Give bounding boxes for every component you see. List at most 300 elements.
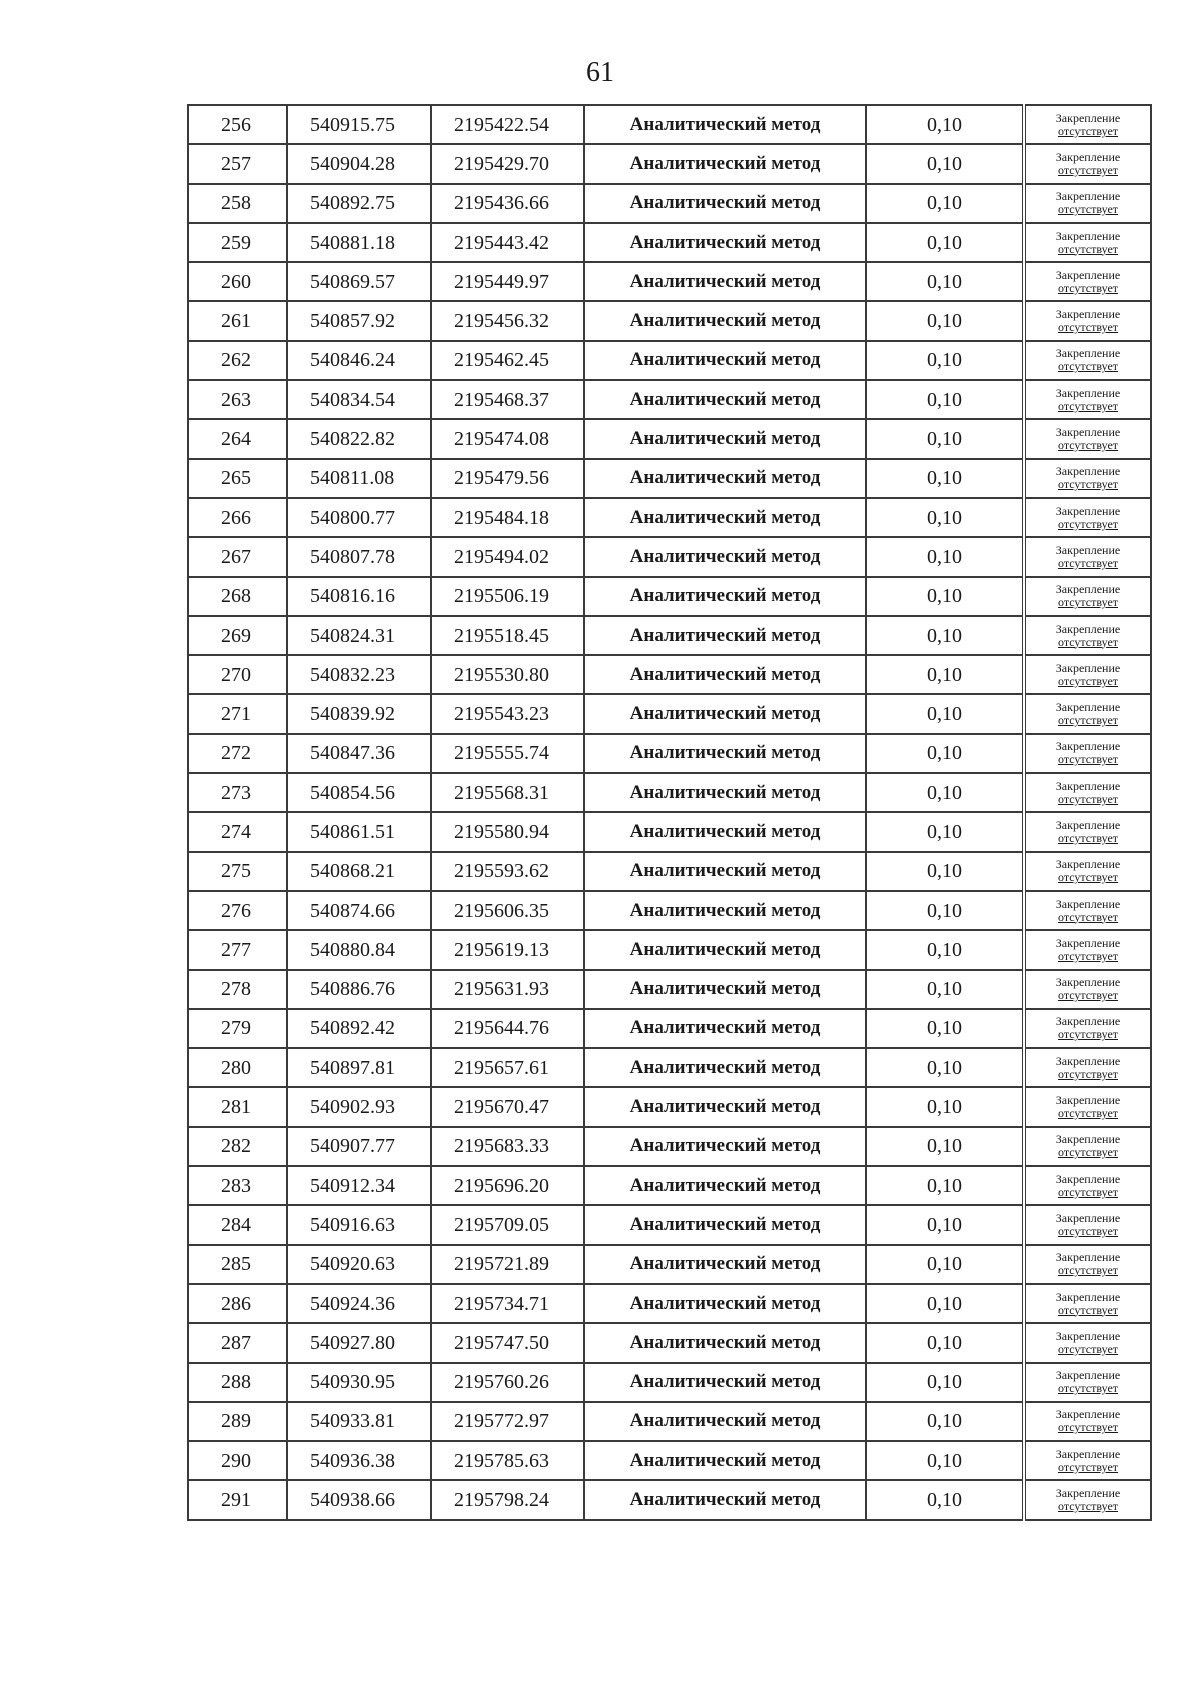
x-coordinate-cell: 540861.51 <box>287 812 431 851</box>
method-cell: Аналитический метод <box>584 616 866 655</box>
y-coordinate-cell: 2195449.97 <box>431 262 584 301</box>
method-cell: Аналитический метод <box>584 341 866 380</box>
method-cell: Аналитический метод <box>584 537 866 576</box>
x-coordinate-cell: 540933.81 <box>287 1402 431 1441</box>
fixation-cell <box>1024 694 1151 733</box>
fixation-line-2: отсутствует <box>1057 1302 1119 1317</box>
y-coordinate-cell: 2195619.13 <box>431 930 584 969</box>
accuracy-cell: 0,10 <box>866 459 1024 498</box>
method-cell: Аналитический метод <box>584 773 866 812</box>
fixation-line-2: отсутствует <box>1057 477 1119 492</box>
method-cell: Аналитический метод <box>584 419 866 458</box>
accuracy-cell: 0,10 <box>866 184 1024 223</box>
point-number-cell: 283 <box>188 1166 287 1205</box>
fixation-line-2: отсутствует <box>1057 909 1119 924</box>
point-number-cell: 290 <box>188 1441 287 1480</box>
fixation-line-1: Закрепление <box>1055 149 1121 164</box>
y-coordinate-cell: 2195747.50 <box>431 1323 584 1362</box>
accuracy-cell: 0,10 <box>866 734 1024 773</box>
fixation-line-1: Закрепление <box>1055 1289 1121 1304</box>
table-row <box>188 105 1151 144</box>
fixation-line-2: отсутствует <box>1057 1027 1119 1042</box>
point-number-cell: 273 <box>188 773 287 812</box>
accuracy-cell: 0,10 <box>866 930 1024 969</box>
method-cell: Аналитический метод <box>584 812 866 851</box>
table-row <box>188 144 1151 183</box>
y-coordinate-cell: 2195683.33 <box>431 1127 584 1166</box>
fixation-line-2: отсутствует <box>1057 1499 1119 1514</box>
y-coordinate-cell: 2195555.74 <box>431 734 584 773</box>
accuracy-cell: 0,10 <box>866 380 1024 419</box>
fixation-line-2: отсутствует <box>1057 555 1119 570</box>
fixation-cell <box>1024 1087 1151 1126</box>
y-coordinate-cell: 2195709.05 <box>431 1205 584 1244</box>
y-coordinate-cell: 2195494.02 <box>431 537 584 576</box>
table-row <box>188 891 1151 930</box>
accuracy-cell: 0,10 <box>866 1166 1024 1205</box>
fixation-cell <box>1024 1402 1151 1441</box>
fixation-cell <box>1024 459 1151 498</box>
y-coordinate-cell: 2195456.32 <box>431 301 584 340</box>
y-coordinate-cell: 2195760.26 <box>431 1363 584 1402</box>
fixation-line-2: отсутствует <box>1057 1381 1119 1396</box>
point-number-cell: 269 <box>188 616 287 655</box>
accuracy-cell: 0,10 <box>866 105 1024 144</box>
x-coordinate-cell: 540834.54 <box>287 380 431 419</box>
accuracy-cell: 0,10 <box>866 1402 1024 1441</box>
fixation-line-1: Закрепление <box>1055 1210 1121 1225</box>
x-coordinate-cell: 540892.42 <box>287 1009 431 1048</box>
fixation-line-1: Закрепление <box>1055 464 1121 479</box>
y-coordinate-cell: 2195429.70 <box>431 144 584 183</box>
fixation-cell <box>1024 852 1151 891</box>
table-row <box>188 1009 1151 1048</box>
fixation-cell <box>1024 655 1151 694</box>
x-coordinate-cell: 540874.66 <box>287 891 431 930</box>
method-cell: Аналитический метод <box>584 1166 866 1205</box>
method-cell: Аналитический метод <box>584 1048 866 1087</box>
x-coordinate-cell: 540846.24 <box>287 341 431 380</box>
fixation-line-2: отсутствует <box>1057 1459 1119 1474</box>
y-coordinate-cell: 2195568.31 <box>431 773 584 812</box>
fixation-line-2: отсутствует <box>1057 359 1119 374</box>
accuracy-cell: 0,10 <box>866 144 1024 183</box>
y-coordinate-cell: 2195543.23 <box>431 694 584 733</box>
method-cell: Аналитический метод <box>584 1480 866 1519</box>
fixation-cell <box>1024 773 1151 812</box>
x-coordinate-cell: 540907.77 <box>287 1127 431 1166</box>
fixation-line-1: Закрепление <box>1055 1328 1121 1343</box>
y-coordinate-cell: 2195657.61 <box>431 1048 584 1087</box>
y-coordinate-cell: 2195506.19 <box>431 577 584 616</box>
fixation-cell <box>1024 184 1151 223</box>
fixation-line-2: отсутствует <box>1057 1106 1119 1121</box>
table-row <box>188 1127 1151 1166</box>
y-coordinate-cell: 2195479.56 <box>431 459 584 498</box>
x-coordinate-cell: 540824.31 <box>287 616 431 655</box>
point-number-cell: 263 <box>188 380 287 419</box>
fixation-cell <box>1024 1323 1151 1362</box>
point-number-cell: 277 <box>188 930 287 969</box>
table-row <box>188 1245 1151 1284</box>
x-coordinate-cell: 540881.18 <box>287 223 431 262</box>
x-coordinate-cell: 540868.21 <box>287 852 431 891</box>
fixation-line-1: Закрепление <box>1055 425 1121 440</box>
y-coordinate-cell: 2195785.63 <box>431 1441 584 1480</box>
fixation-cell <box>1024 419 1151 458</box>
fixation-line-1: Закрепление <box>1055 817 1121 832</box>
table-row <box>188 577 1151 616</box>
fixation-line-2: отсутствует <box>1057 162 1119 177</box>
y-coordinate-cell: 2195772.97 <box>431 1402 584 1441</box>
table-row <box>188 1205 1151 1244</box>
x-coordinate-cell: 540839.92 <box>287 694 431 733</box>
point-number-cell: 261 <box>188 301 287 340</box>
accuracy-cell: 0,10 <box>866 301 1024 340</box>
table-row <box>188 1323 1151 1362</box>
accuracy-cell: 0,10 <box>866 537 1024 576</box>
point-number-cell: 282 <box>188 1127 287 1166</box>
x-coordinate-cell: 540847.36 <box>287 734 431 773</box>
fixation-cell <box>1024 812 1151 851</box>
accuracy-cell: 0,10 <box>866 1284 1024 1323</box>
fixation-line-2: отсутствует <box>1057 123 1119 138</box>
table-row <box>188 380 1151 419</box>
fixation-cell <box>1024 1127 1151 1166</box>
method-cell: Аналитический метод <box>584 144 866 183</box>
y-coordinate-cell: 2195474.08 <box>431 419 584 458</box>
point-number-cell: 272 <box>188 734 287 773</box>
table-row <box>188 262 1151 301</box>
method-cell: Аналитический метод <box>584 380 866 419</box>
y-coordinate-cell: 2195696.20 <box>431 1166 584 1205</box>
method-cell: Аналитический метод <box>584 970 866 1009</box>
coordinates-table <box>187 104 1152 1521</box>
x-coordinate-cell: 540857.92 <box>287 301 431 340</box>
accuracy-cell: 0,10 <box>866 1323 1024 1362</box>
fixation-line-2: отсутствует <box>1057 1341 1119 1356</box>
fixation-line-2: отсутствует <box>1057 595 1119 610</box>
point-number-cell: 285 <box>188 1245 287 1284</box>
fixation-cell <box>1024 930 1151 969</box>
accuracy-cell: 0,10 <box>866 1441 1024 1480</box>
table-row <box>188 223 1151 262</box>
point-number-cell: 264 <box>188 419 287 458</box>
fixation-cell <box>1024 1284 1151 1323</box>
table-row <box>188 812 1151 851</box>
point-number-cell: 291 <box>188 1480 287 1519</box>
accuracy-cell: 0,10 <box>866 498 1024 537</box>
table-row <box>188 419 1151 458</box>
fixation-cell <box>1024 1009 1151 1048</box>
fixation-line-2: отсутствует <box>1057 1420 1119 1435</box>
method-cell: Аналитический метод <box>584 262 866 301</box>
point-number-cell: 265 <box>188 459 287 498</box>
fixation-cell <box>1024 262 1151 301</box>
table-row <box>188 1087 1151 1126</box>
x-coordinate-cell: 540816.16 <box>287 577 431 616</box>
x-coordinate-cell: 540902.93 <box>287 1087 431 1126</box>
fixation-cell <box>1024 577 1151 616</box>
x-coordinate-cell: 540807.78 <box>287 537 431 576</box>
table-row <box>188 459 1151 498</box>
y-coordinate-cell: 2195721.89 <box>431 1245 584 1284</box>
fixation-cell <box>1024 1480 1151 1519</box>
fixation-line-2: отсутствует <box>1057 791 1119 806</box>
fixation-line-1: Закрепление <box>1055 700 1121 715</box>
fixation-line-1: Закрепление <box>1055 1486 1121 1501</box>
fixation-line-2: отсутствует <box>1057 398 1119 413</box>
table-row <box>188 694 1151 733</box>
fixation-line-1: Закрепление <box>1055 385 1121 400</box>
fixation-line-1: Закрепление <box>1055 896 1121 911</box>
point-number-cell: 287 <box>188 1323 287 1362</box>
fixation-cell <box>1024 970 1151 1009</box>
fixation-cell <box>1024 498 1151 537</box>
x-coordinate-cell: 540897.81 <box>287 1048 431 1087</box>
table-row <box>188 1480 1151 1519</box>
fixation-cell <box>1024 734 1151 773</box>
table-row <box>188 773 1151 812</box>
fixation-line-1: Закрепление <box>1055 542 1121 557</box>
fixation-cell <box>1024 1166 1151 1205</box>
fixation-line-2: отсутствует <box>1057 988 1119 1003</box>
x-coordinate-cell: 540938.66 <box>287 1480 431 1519</box>
accuracy-cell: 0,10 <box>866 1205 1024 1244</box>
accuracy-cell: 0,10 <box>866 223 1024 262</box>
accuracy-cell: 0,10 <box>866 1009 1024 1048</box>
method-cell: Аналитический метод <box>584 577 866 616</box>
fixation-line-2: отсутствует <box>1057 438 1119 453</box>
fixation-line-1: Закрепление <box>1055 1407 1121 1422</box>
fixation-line-2: отсутствует <box>1057 320 1119 335</box>
fixation-cell <box>1024 144 1151 183</box>
x-coordinate-cell: 540811.08 <box>287 459 431 498</box>
y-coordinate-cell: 2195484.18 <box>431 498 584 537</box>
method-cell: Аналитический метод <box>584 1441 866 1480</box>
fixation-line-2: отсутствует <box>1057 713 1119 728</box>
fixation-line-2: отсутствует <box>1057 870 1119 885</box>
table-row <box>188 852 1151 891</box>
fixation-line-1: Закрепление <box>1055 110 1121 125</box>
point-number-cell: 270 <box>188 655 287 694</box>
accuracy-cell: 0,10 <box>866 891 1024 930</box>
point-number-cell: 266 <box>188 498 287 537</box>
y-coordinate-cell: 2195606.35 <box>431 891 584 930</box>
fixation-cell <box>1024 341 1151 380</box>
point-number-cell: 281 <box>188 1087 287 1126</box>
point-number-cell: 257 <box>188 144 287 183</box>
fixation-cell <box>1024 537 1151 576</box>
point-number-cell: 275 <box>188 852 287 891</box>
x-coordinate-cell: 540822.82 <box>287 419 431 458</box>
fixation-cell <box>1024 616 1151 655</box>
point-number-cell: 274 <box>188 812 287 851</box>
fixation-line-1: Закрепление <box>1055 739 1121 754</box>
table-row <box>188 1284 1151 1323</box>
method-cell: Аналитический метод <box>584 1205 866 1244</box>
point-number-cell: 256 <box>188 105 287 144</box>
fixation-line-1: Закрепление <box>1055 1093 1121 1108</box>
method-cell: Аналитический метод <box>584 852 866 891</box>
method-cell: Аналитический метод <box>584 694 866 733</box>
x-coordinate-cell: 540886.76 <box>287 970 431 1009</box>
table-row <box>188 184 1151 223</box>
method-cell: Аналитический метод <box>584 498 866 537</box>
fixation-line-2: отсутствует <box>1057 634 1119 649</box>
accuracy-cell: 0,10 <box>866 577 1024 616</box>
accuracy-cell: 0,10 <box>866 1048 1024 1087</box>
fixation-cell <box>1024 1441 1151 1480</box>
x-coordinate-cell: 540927.80 <box>287 1323 431 1362</box>
table-row <box>188 734 1151 773</box>
fixation-line-2: отсутствует <box>1057 948 1119 963</box>
method-cell: Аналитический метод <box>584 1323 866 1362</box>
accuracy-cell: 0,10 <box>866 655 1024 694</box>
fixation-line-1: Закрепление <box>1055 1053 1121 1068</box>
point-number-cell: 262 <box>188 341 287 380</box>
x-coordinate-cell: 540869.57 <box>287 262 431 301</box>
method-cell: Аналитический метод <box>584 930 866 969</box>
x-coordinate-cell: 540904.28 <box>287 144 431 183</box>
fixation-line-2: отсутствует <box>1057 1263 1119 1278</box>
fixation-line-1: Закрепление <box>1055 1171 1121 1186</box>
fixation-cell <box>1024 223 1151 262</box>
y-coordinate-cell: 2195644.76 <box>431 1009 584 1048</box>
fixation-line-1: Закрепление <box>1055 228 1121 243</box>
method-cell: Аналитический метод <box>584 223 866 262</box>
fixation-line-1: Закрепление <box>1055 857 1121 872</box>
table-row <box>188 930 1151 969</box>
table-row <box>188 1402 1151 1441</box>
page-number: 61 <box>586 57 614 88</box>
fixation-cell <box>1024 1245 1151 1284</box>
fixation-line-1: Закрепление <box>1055 1368 1121 1383</box>
fixation-line-1: Закрепление <box>1055 1014 1121 1029</box>
method-cell: Аналитический метод <box>584 1363 866 1402</box>
point-number-cell: 258 <box>188 184 287 223</box>
table-row <box>188 341 1151 380</box>
x-coordinate-cell: 540924.36 <box>287 1284 431 1323</box>
x-coordinate-cell: 540880.84 <box>287 930 431 969</box>
fixation-line-1: Закрепление <box>1055 1250 1121 1265</box>
method-cell: Аналитический метод <box>584 1087 866 1126</box>
table-body <box>188 105 1151 1520</box>
fixation-cell <box>1024 105 1151 144</box>
table-row <box>188 1166 1151 1205</box>
method-cell: Аналитический метод <box>584 1284 866 1323</box>
accuracy-cell: 0,10 <box>866 1480 1024 1519</box>
method-cell: Аналитический метод <box>584 184 866 223</box>
fixation-line-2: отсутствует <box>1057 1145 1119 1160</box>
accuracy-cell: 0,10 <box>866 1087 1024 1126</box>
fixation-line-1: Закрепление <box>1055 267 1121 282</box>
y-coordinate-cell: 2195468.37 <box>431 380 584 419</box>
fixation-cell <box>1024 1205 1151 1244</box>
accuracy-cell: 0,10 <box>866 616 1024 655</box>
fixation-line-1: Закрепление <box>1055 621 1121 636</box>
accuracy-cell: 0,10 <box>866 1127 1024 1166</box>
method-cell: Аналитический метод <box>584 1402 866 1441</box>
y-coordinate-cell: 2195462.45 <box>431 341 584 380</box>
accuracy-cell: 0,10 <box>866 812 1024 851</box>
point-number-cell: 280 <box>188 1048 287 1087</box>
fixation-line-2: отсутствует <box>1057 516 1119 531</box>
x-coordinate-cell: 540920.63 <box>287 1245 431 1284</box>
fixation-line-2: отсутствует <box>1057 1066 1119 1081</box>
x-coordinate-cell: 540936.38 <box>287 1441 431 1480</box>
method-cell: Аналитический метод <box>584 734 866 773</box>
point-number-cell: 271 <box>188 694 287 733</box>
y-coordinate-cell: 2195580.94 <box>431 812 584 851</box>
method-cell: Аналитический метод <box>584 1009 866 1048</box>
table-row <box>188 1048 1151 1087</box>
point-number-cell: 268 <box>188 577 287 616</box>
method-cell: Аналитический метод <box>584 459 866 498</box>
fixation-line-1: Закрепление <box>1055 935 1121 950</box>
fixation-line-1: Закрепление <box>1055 307 1121 322</box>
point-number-cell: 286 <box>188 1284 287 1323</box>
x-coordinate-cell: 540854.56 <box>287 773 431 812</box>
point-number-cell: 279 <box>188 1009 287 1048</box>
table-row <box>188 970 1151 1009</box>
method-cell: Аналитический метод <box>584 105 866 144</box>
x-coordinate-cell: 540915.75 <box>287 105 431 144</box>
y-coordinate-cell: 2195631.93 <box>431 970 584 1009</box>
table-row <box>188 655 1151 694</box>
point-number-cell: 260 <box>188 262 287 301</box>
fixation-line-1: Закрепление <box>1055 975 1121 990</box>
fixation-line-2: отсутствует <box>1057 280 1119 295</box>
fixation-cell <box>1024 1363 1151 1402</box>
accuracy-cell: 0,10 <box>866 773 1024 812</box>
point-number-cell: 278 <box>188 970 287 1009</box>
y-coordinate-cell: 2195670.47 <box>431 1087 584 1126</box>
accuracy-cell: 0,10 <box>866 852 1024 891</box>
y-coordinate-cell: 2195518.45 <box>431 616 584 655</box>
fixation-cell <box>1024 380 1151 419</box>
y-coordinate-cell: 2195436.66 <box>431 184 584 223</box>
point-number-cell: 289 <box>188 1402 287 1441</box>
x-coordinate-cell: 540916.63 <box>287 1205 431 1244</box>
accuracy-cell: 0,10 <box>866 262 1024 301</box>
fixation-line-2: отсутствует <box>1057 673 1119 688</box>
fixation-line-2: отсутствует <box>1057 241 1119 256</box>
x-coordinate-cell: 540832.23 <box>287 655 431 694</box>
table-row <box>188 1441 1151 1480</box>
fixation-line-1: Закрепление <box>1055 346 1121 361</box>
y-coordinate-cell: 2195734.71 <box>431 1284 584 1323</box>
fixation-line-2: отсутствует <box>1057 752 1119 767</box>
method-cell: Аналитический метод <box>584 1127 866 1166</box>
x-coordinate-cell: 540930.95 <box>287 1363 431 1402</box>
y-coordinate-cell: 2195443.42 <box>431 223 584 262</box>
method-cell: Аналитический метод <box>584 891 866 930</box>
table-row <box>188 1363 1151 1402</box>
y-coordinate-cell: 2195530.80 <box>431 655 584 694</box>
fixation-line-1: Закрепление <box>1055 582 1121 597</box>
y-coordinate-cell: 2195798.24 <box>431 1480 584 1519</box>
method-cell: Аналитический метод <box>584 1245 866 1284</box>
fixation-line-1: Закрепление <box>1055 660 1121 675</box>
fixation-line-1: Закрепление <box>1055 189 1121 204</box>
accuracy-cell: 0,10 <box>866 694 1024 733</box>
point-number-cell: 284 <box>188 1205 287 1244</box>
fixation-line-2: отсутствует <box>1057 202 1119 217</box>
accuracy-cell: 0,10 <box>866 341 1024 380</box>
accuracy-cell: 0,10 <box>866 419 1024 458</box>
table-row <box>188 537 1151 576</box>
